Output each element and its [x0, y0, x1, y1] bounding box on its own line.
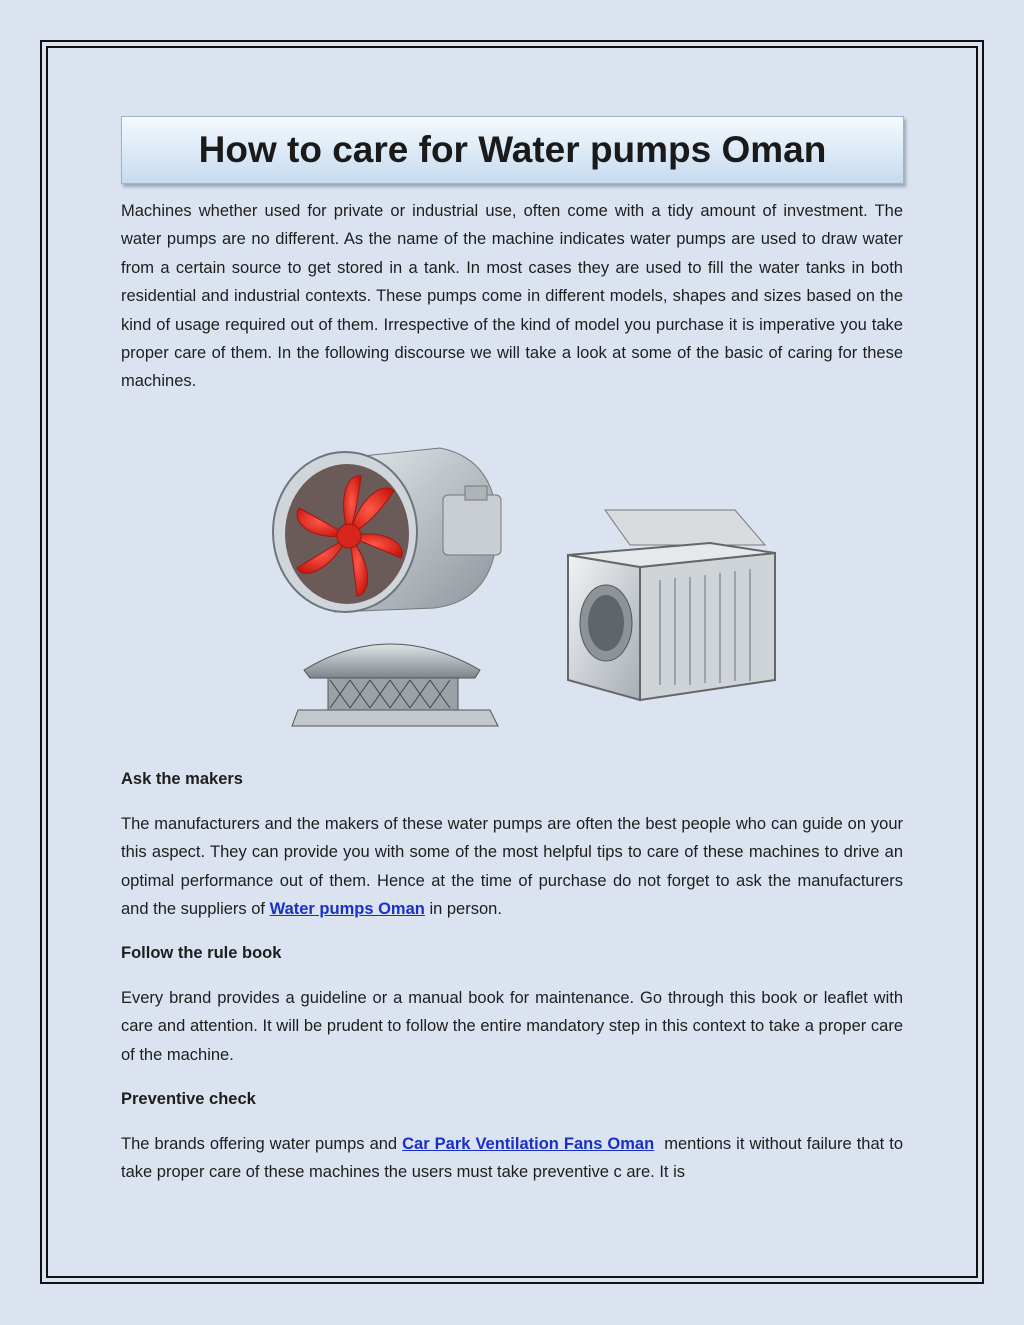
- section-paragraph: [121, 810, 903, 924]
- car-park-fans-link[interactable]: Car Park Ventilation Fans Oman: [402, 1135, 655, 1153]
- section-text: The manufacturers and the makers of these water pumps are often the best people who can guide on your this aspect. They can provide you with some of the most helpful tips to care of these machines to drive an optimal performance out of them. Hence at the time of purchase do not forget to ask the manufacturers and the suppliers of: [121, 815, 903, 919]
- section-paragraph: [121, 1130, 908, 1187]
- title-banner: [121, 116, 904, 184]
- section-paragraph: Every brand provides a guideline or a manual book for maintenance. Go through this book or leaflet with care and attention. It will be prudent to follow the entire mandatory step in this context to take a proper care of the machine.: [121, 989, 903, 1064]
- section-heading: Ask the makers: [121, 770, 243, 788]
- water-pumps-oman-link[interactable]: Water pumps Oman: [269, 900, 425, 919]
- axial-fan-image: [265, 440, 510, 615]
- page-title: How to care for Water pumps Oman: [198, 129, 827, 170]
- section-heading: Preventive check: [121, 1090, 256, 1108]
- section-text: in person.: [424, 900, 502, 919]
- section-heading: Follow the rule book: [121, 944, 282, 962]
- box-fan-image: [560, 505, 785, 705]
- intro-paragraph: Machines whether used for private or industrial use, often come with a tidy amount of investment. The water pumps are no different. As the name of the machine indicates water pumps are used to draw water from a certain source to get stored in a tank. In most cases they are used to fill the water tanks in both residential and industrial contexts. These pumps come in different models, shapes and sizes based on the kind of usage required out of them. Irrespective of the kind of model you purchase it is imperative you take proper care of them. In the following discourse we will take a look at some of the basic of caring for these machines.: [121, 202, 903, 391]
- section-text: The brands offering water pumps and: [121, 1135, 403, 1153]
- roof-fan-image: [290, 628, 500, 743]
- section-text: mentions it without failure that to take proper care of these machines the users must take preventive c are. It is: [121, 1135, 908, 1182]
